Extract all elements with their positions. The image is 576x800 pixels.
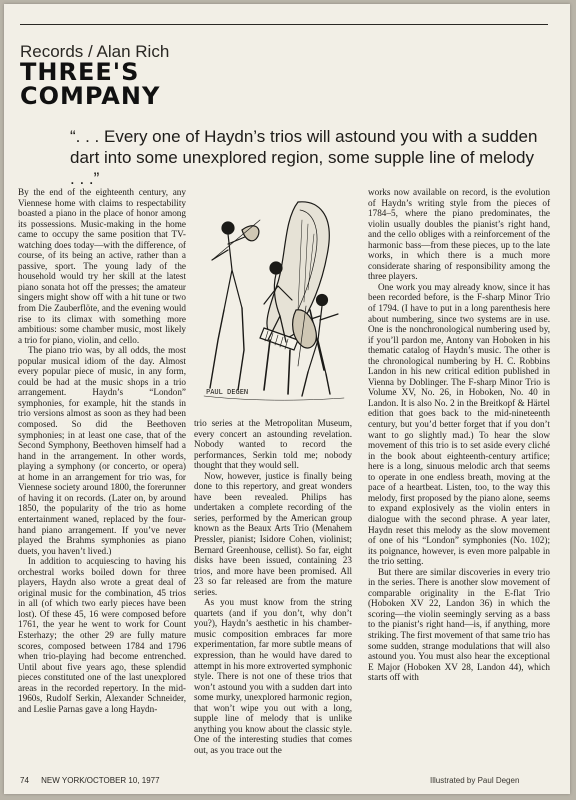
paragraph: In addition to acquiescing to having his orchestral works boiled down for three players, Haydn also wrote a great deal of original music for the combination, 45 trios in all (of which two early pieces have been lost). Of these 45, 16 were composed before 1761, the year he went to work for Count Esterhazy; the other 29 are fully mature scores, composed between 1784 and 1796 when trio-playing had become entrenched. Until about five years ago, these splendid pieces constituted one of the last unexplored areas in the recorded repertory. In the mid-1960s, Rudolf Serkin, Alexander Schneider, and Leslie Parnas gave a long Haydn- [18,556,186,714]
paragraph: As you must know from the string quartets (and if you don’t, why don’t you?), Haydn’s aesthetic in his chamber-music composition embraces far more experimentation, far more subtle means of expression, than he would have dared to attempt in his more extroverted symphonic style. There is not one of these trios that won’t astound you with a sudden dart into some murky, unexplored harmonic region, that won’t wipe you out with a long, supple line of melody that is unlike anything you know about the classic style. One of the interesting studies that comes out, as you trace out the [194,597,352,755]
paragraph: One work you may already know, since it has been recorded before, is the F-sharp Minor Trio of 1794. (I have to put in a long parenthesis here about numbering, since two systems are in use. One is the nonchronological numbering used by, if you’ll pardon me, Antony van Hoboken in his thematic catalog of Haydn’s music. The other is the chronological numbering by H. C. Robbins Landon in his new critical edition published in Vienna by Doblinger. The F-sharp Minor Trio is Volume XV, No. 26, in Hoboken, No. 40 in Landon. It is also No. 2 in the Breitkopf & Härtel edition that goes back to the mid-nineteenth century, but you’d better forget that if you don’t want to go slightly mad.) To hear the slow movement of this trio is to set aside every cliché in the book about eighteenth-century artifice; here is a long, sinuous melodic arch that seems to operate in one endless breath, moving at the pace of a heartbeat. Listen, too, to the way this melody, first proposed by the piano alone, seems to expand explosively as the violin enters in dialogue with the second phrase. A year later, Haydn reset this melody as the slow movement of one of his “London” symphonies (No. 102); its poignance, however, is even more palpable in the trio setting. [368,281,550,567]
magazine-page [4,4,570,794]
paragraph: By the end of the eighteenth century, any Viennese home with claims to respectability boasted a piano in the place of honor among its possessions. Music-making in the home came to occupy the same position that TV-watching does today—with the difference, of course, of its being an active, rather than a passive, sport. The young lady of the household would try her skill at the latest piano sonata hot off the presses; the amateur singers might show off with a hit tune or two from Die Zauberflöte, and the evening would rise to its climax with something more ambitious: some chamber music, most likely a trio for piano, violin, and cello. [18,187,186,345]
headline-line-2: COMPANY [20,82,161,110]
column-header: Records / Alan Rich [20,42,170,61]
pull-quote: “. . . Every one of Haydn’s trios will astound you with a sudden dart into some unexplored region, some supple line of melody . . .” [70,127,538,188]
illustration-credit: Illustrated by Paul Degen [430,776,520,785]
paragraph: works now available on record, is the evolution of Haydn’s writing style from the pieces of 1784–5, where the piano predominates, the violin usually doubles the pianist’s right hand, and the cello obliges with a reinforcement of the harmonic bass—from these pieces, up to the late works, in which there is a much more considerate sharing of responsibility among the three players. [368,187,550,282]
paragraph: The piano trio was, by all odds, the most popular musical idiom of the day. Almost every popular piece of music, in any form, could be had at the music shops in a trio arrangement. Haydn’s “London” symphonies, for example, hit the stands in trio versions almost as soon as they had been composed. So did the Beethoven symphonies; in at least one case, that of the Second Symphony, Beethoven himself had a hand in the arrangement. In other words, playing a symphony (or concerto, or opera) at home in an arrangement for trio was, for Viennese society around 1800, the forerunner of having it on records. (Later on, by around 1850, the popularity of the trio as home entertainment waned, replaced by the four-hand piano arrangement. If you’ve never played the Brahms symphonies as piano duets, you haven’t lived.) [18,345,186,556]
top-rule [20,24,548,25]
body-column-1 [18,187,186,714]
body-column-3 [368,187,550,683]
headline-line-1: THREE'S [20,58,140,86]
illustrator-signature: PAUL DEGEN [206,388,249,396]
paragraph: Now, however, justice is finally being done to this repertory, and great wonders have been revealed. Philips has undertaken a complete recording of the series, performed by the American group known as the Beaux Arts Trio (Menahem Pressler, pianist; Isidore Cohen, violinist; Bernard Greenhouse, cellist). So far, eight disks have been issued, containing 23 trios, and more have been promised. All 23 so far released are from the mature series. [194,470,352,597]
paragraph: But there are similar discoveries in every trio in the series. There is another slow movement of comparable originality in the E-flat Trio (Hoboken XV 22, Landon 36) in which the scoring—the violin seemingly serving as a bass to the pianist’s right hand—is, if anything, more striking. The first movement of that same trio has some sudden, strange modulations that will also astound you. You must also hear the exceptional E Major (Hoboken XV 28, Landon 44), which starts off with [368,566,550,683]
body-column-2 [194,418,352,756]
paragraph: trio series at the Metropolitan Museum, every concert an astounding revelation. Nobody wanted to record the performances, Serkin told me; nobody thought that they would sell. [194,418,352,471]
page-footer [20,776,170,785]
page-number: 74 [20,776,29,785]
publication-line: NEW YORK/OCTOBER 10, 1977 [41,776,160,785]
headline [20,60,220,108]
trio-illustration [198,190,350,410]
